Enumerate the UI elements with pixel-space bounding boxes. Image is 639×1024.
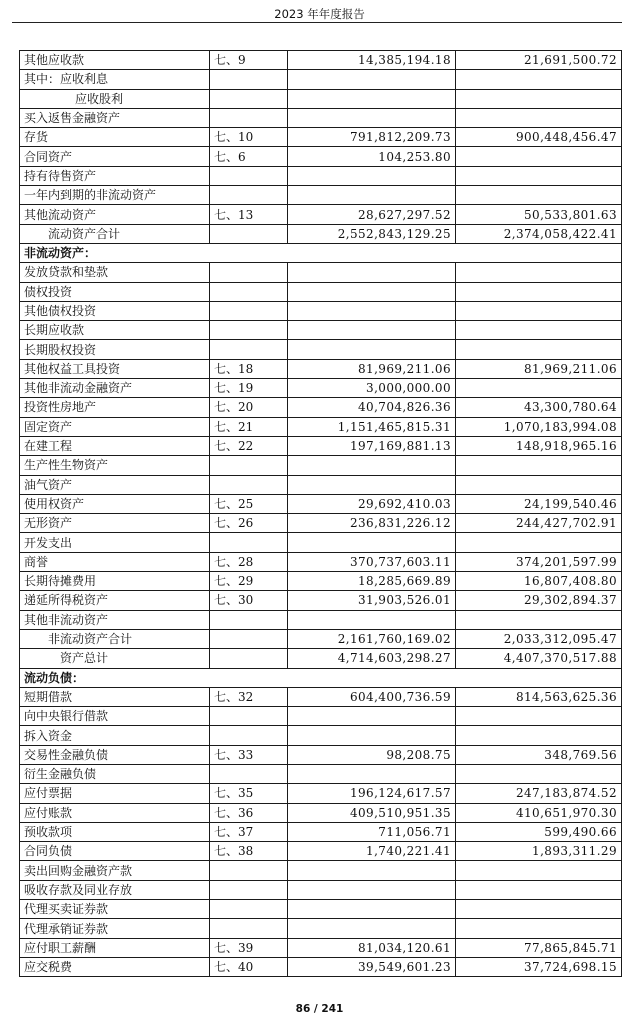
note-ref [210,263,288,282]
table-row [20,379,622,398]
prior-period-amount: 2,374,058,422.41 [456,224,622,243]
table-row [20,263,622,282]
current-period-amount [288,726,456,745]
item-label: 衍生金融负债 [20,764,210,783]
current-period-amount: 1,151,465,815.31 [288,417,456,436]
current-period-amount [288,533,456,552]
table-row [20,301,622,320]
item-label: 持有待售资产 [20,166,210,185]
item-label: 开发支出 [20,533,210,552]
note-ref: 七、10 [210,128,288,147]
item-label: 其他权益工具投资 [20,359,210,378]
table-row [20,282,622,301]
current-period-amount: 2,161,760,169.02 [288,629,456,648]
item-label: 存货 [20,128,210,147]
note-ref: 七、39 [210,938,288,957]
prior-period-amount: 37,724,698.15 [456,957,622,976]
prior-period-amount [456,610,622,629]
item-label: 长期股权投资 [20,340,210,359]
prior-period-amount [456,108,622,127]
current-period-amount [288,340,456,359]
note-ref [210,166,288,185]
item-label: 使用权资产 [20,494,210,513]
table-row [20,436,622,455]
note-ref: 七、26 [210,514,288,533]
prior-period-amount [456,166,622,185]
item-label: 应付职工薪酬 [20,938,210,957]
note-ref [210,861,288,880]
current-period-amount [288,764,456,783]
table-row [20,649,622,668]
note-ref: 七、30 [210,591,288,610]
note-ref: 七、6 [210,147,288,166]
note-ref [210,880,288,899]
item-label: 资产总计 [20,649,210,668]
prior-period-amount [456,379,622,398]
item-label: 短期借款 [20,687,210,706]
note-ref [210,340,288,359]
item-label: 商誉 [20,552,210,571]
item-label: 投资性房地产 [20,398,210,417]
current-period-amount: 197,169,881.13 [288,436,456,455]
prior-period-amount: 29,302,894.37 [456,591,622,610]
table-row [20,51,622,70]
table-row [20,514,622,533]
table-row [20,417,622,436]
item-label: 应付票据 [20,784,210,803]
note-ref [210,301,288,320]
prior-period-amount [456,900,622,919]
section-header-row [20,668,622,687]
current-period-amount: 236,831,226.12 [288,514,456,533]
balance-sheet-table [19,50,622,977]
item-label: 合同资产 [20,147,210,166]
note-ref: 七、40 [210,957,288,976]
table-row [20,745,622,764]
prior-period-amount [456,880,622,899]
item-label: 其他非流动金融资产 [20,379,210,398]
prior-period-amount: 50,533,801.63 [456,205,622,224]
prior-period-amount: 247,183,874.52 [456,784,622,803]
current-period-amount [288,880,456,899]
section-title: 流动负债： [20,668,622,687]
prior-period-amount [456,89,622,108]
note-ref [210,629,288,648]
table-row [20,475,622,494]
note-ref [210,224,288,243]
prior-period-amount [456,533,622,552]
prior-period-amount: 2,033,312,095.47 [456,629,622,648]
table-row [20,842,622,861]
current-period-amount [288,70,456,89]
prior-period-amount: 1,070,183,994.08 [456,417,622,436]
item-label: 在建工程 [20,436,210,455]
prior-period-amount: 814,563,625.36 [456,687,622,706]
table-row [20,803,622,822]
prior-period-amount [456,301,622,320]
table-row [20,533,622,552]
note-ref: 七、13 [210,205,288,224]
note-ref [210,70,288,89]
note-ref: 七、29 [210,572,288,591]
item-label: 吸收存款及同业存放 [20,880,210,899]
current-period-amount [288,900,456,919]
current-period-amount: 104,253.80 [288,147,456,166]
table-row [20,359,622,378]
note-ref [210,533,288,552]
prior-period-amount [456,919,622,938]
table-row [20,166,622,185]
current-period-amount: 14,385,194.18 [288,51,456,70]
current-period-amount [288,456,456,475]
prior-period-amount: 4,407,370,517.88 [456,649,622,668]
item-label: 预收款项 [20,822,210,841]
table-row [20,591,622,610]
balance-sheet-body [20,51,622,977]
current-period-amount: 31,903,526.01 [288,591,456,610]
note-ref: 七、32 [210,687,288,706]
prior-period-amount [456,726,622,745]
note-ref [210,610,288,629]
prior-period-amount: 244,427,702.91 [456,514,622,533]
current-period-amount [288,861,456,880]
note-ref: 七、37 [210,822,288,841]
item-label: 拆入资金 [20,726,210,745]
table-row [20,552,622,571]
item-label: 其他应收款 [20,51,210,70]
page-number: 86 / 241 [295,1003,344,1015]
table-row [20,764,622,783]
note-ref: 七、19 [210,379,288,398]
prior-period-amount: 348,769.56 [456,745,622,764]
table-row [20,900,622,919]
current-period-amount [288,263,456,282]
prior-period-amount: 410,651,970.30 [456,803,622,822]
item-label: 代理买卖证券款 [20,900,210,919]
current-period-amount [288,610,456,629]
item-label: 向中央银行借款 [20,707,210,726]
note-ref: 七、20 [210,398,288,417]
note-ref: 七、36 [210,803,288,822]
table-row [20,822,622,841]
current-period-amount: 1,740,221.41 [288,842,456,861]
current-period-amount [288,321,456,340]
current-period-amount: 40,704,826.36 [288,398,456,417]
note-ref [210,456,288,475]
note-ref: 七、9 [210,51,288,70]
current-period-amount: 370,737,603.11 [288,552,456,571]
table-row [20,147,622,166]
note-ref [210,282,288,301]
item-label: 流动资产合计 [20,224,210,243]
section-title: 非流动资产： [20,243,622,262]
note-ref [210,707,288,726]
prior-period-amount: 1,893,311.29 [456,842,622,861]
prior-period-amount: 24,199,540.46 [456,494,622,513]
prior-period-amount [456,707,622,726]
item-label: 应付账款 [20,803,210,822]
item-label: 应交税费 [20,957,210,976]
prior-period-amount [456,282,622,301]
prior-period-amount: 374,201,597.99 [456,552,622,571]
table-row [20,70,622,89]
prior-period-amount: 900,448,456.47 [456,128,622,147]
prior-period-amount [456,263,622,282]
note-ref: 七、33 [210,745,288,764]
note-ref: 七、21 [210,417,288,436]
note-ref [210,475,288,494]
item-label: 应收股利 [20,89,210,108]
prior-period-amount [456,764,622,783]
table-row [20,89,622,108]
table-row [20,340,622,359]
note-ref [210,764,288,783]
report-header-title: 2023 年年度报告 [274,7,365,21]
table-row [20,494,622,513]
current-period-amount: 196,124,617.57 [288,784,456,803]
table-row [20,572,622,591]
item-label: 其中：应收利息 [20,70,210,89]
note-ref [210,726,288,745]
prior-period-amount: 21,691,500.72 [456,51,622,70]
table-row [20,224,622,243]
prior-period-amount [456,340,622,359]
table-row [20,108,622,127]
item-label: 一年内到期的非流动资产 [20,186,210,205]
item-label: 代理承销证券款 [20,919,210,938]
note-ref: 七、18 [210,359,288,378]
current-period-amount [288,707,456,726]
current-period-amount: 28,627,297.52 [288,205,456,224]
current-period-amount [288,282,456,301]
current-period-amount: 2,552,843,129.25 [288,224,456,243]
table-row [20,707,622,726]
prior-period-amount: 148,918,965.16 [456,436,622,455]
item-label: 长期应收款 [20,321,210,340]
table-row [20,205,622,224]
prior-period-amount [456,147,622,166]
current-period-amount: 29,692,410.03 [288,494,456,513]
note-ref [210,89,288,108]
current-period-amount: 81,034,120.61 [288,938,456,957]
note-ref: 七、28 [210,552,288,571]
current-period-amount [288,166,456,185]
item-label: 其他债权投资 [20,301,210,320]
current-period-amount: 711,056.71 [288,822,456,841]
item-label: 卖出回购金融资产款 [20,861,210,880]
item-label: 债权投资 [20,282,210,301]
current-period-amount [288,301,456,320]
current-period-amount: 18,285,669.89 [288,572,456,591]
item-label: 其他流动资产 [20,205,210,224]
current-period-amount: 81,969,211.06 [288,359,456,378]
header-divider [12,22,622,23]
prior-period-amount [456,70,622,89]
item-label: 非流动资产合计 [20,629,210,648]
item-label: 递延所得税资产 [20,591,210,610]
item-label: 买入返售金融资产 [20,108,210,127]
item-label: 无形资产 [20,514,210,533]
current-period-amount: 3,000,000.00 [288,379,456,398]
note-ref [210,321,288,340]
note-ref: 七、38 [210,842,288,861]
current-period-amount: 409,510,951.35 [288,803,456,822]
table-row [20,919,622,938]
table-row [20,880,622,899]
current-period-amount [288,186,456,205]
prior-period-amount [456,186,622,205]
table-row [20,861,622,880]
current-period-amount [288,89,456,108]
note-ref: 七、35 [210,784,288,803]
table-row [20,726,622,745]
current-period-amount [288,108,456,127]
note-ref [210,108,288,127]
item-label: 生产性生物资产 [20,456,210,475]
note-ref: 七、25 [210,494,288,513]
section-header-row [20,243,622,262]
table-row [20,321,622,340]
current-period-amount: 98,208.75 [288,745,456,764]
table-row [20,456,622,475]
table-row [20,687,622,706]
note-ref: 七、22 [210,436,288,455]
table-row [20,784,622,803]
note-ref [210,900,288,919]
item-label: 长期待摊费用 [20,572,210,591]
prior-period-amount [456,861,622,880]
prior-period-amount [456,456,622,475]
current-period-amount: 39,549,601.23 [288,957,456,976]
prior-period-amount: 16,807,408.80 [456,572,622,591]
item-label: 油气资产 [20,475,210,494]
item-label: 固定资产 [20,417,210,436]
note-ref [210,919,288,938]
table-row [20,610,622,629]
item-label: 其他非流动资产 [20,610,210,629]
prior-period-amount: 77,865,845.71 [456,938,622,957]
current-period-amount: 604,400,736.59 [288,687,456,706]
current-period-amount [288,475,456,494]
table-row [20,938,622,957]
item-label: 交易性金融负债 [20,745,210,764]
item-label: 合同负债 [20,842,210,861]
current-period-amount [288,919,456,938]
prior-period-amount: 81,969,211.06 [456,359,622,378]
table-row [20,186,622,205]
current-period-amount: 791,812,209.73 [288,128,456,147]
prior-period-amount: 43,300,780.64 [456,398,622,417]
item-label: 发放贷款和垫款 [20,263,210,282]
table-row [20,957,622,976]
table-row [20,128,622,147]
prior-period-amount: 599,490.66 [456,822,622,841]
prior-period-amount [456,475,622,494]
current-period-amount: 4,714,603,298.27 [288,649,456,668]
table-row [20,629,622,648]
note-ref [210,186,288,205]
table-row [20,398,622,417]
note-ref [210,649,288,668]
prior-period-amount [456,321,622,340]
